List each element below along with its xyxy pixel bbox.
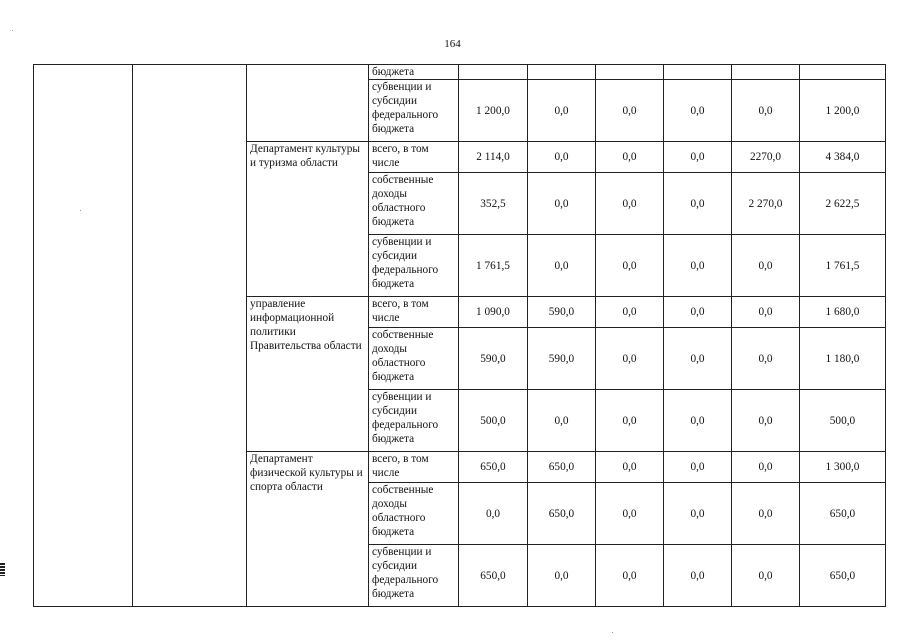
category-cell: субвенции и субсидии федерального бюджета [369, 80, 459, 142]
value-cell: 1 761,5 [459, 235, 528, 297]
value-cell: 1 090,0 [459, 297, 528, 328]
value-cell: 0,0 [732, 483, 800, 545]
value-cell: 0,0 [596, 173, 664, 235]
category-cell: собственные доходы областного бюджета [369, 328, 459, 390]
category-cell: субвенции и субсидии федерального бюджета [369, 545, 459, 607]
value-cell [596, 65, 664, 80]
value-cell: 0,0 [596, 452, 664, 483]
department-cell: управление информационной политики Правительства области [247, 297, 369, 452]
category-cell: субвенции и субсидии федерального бюджета [369, 235, 459, 297]
value-cell: 650,0 [459, 545, 528, 607]
value-cell [528, 65, 596, 80]
value-cell: 4 384,0 [800, 142, 886, 173]
value-cell: 1 300,0 [800, 452, 886, 483]
value-cell: 0,0 [596, 80, 664, 142]
value-cell: 650,0 [528, 452, 596, 483]
scan-speck [12, 30, 13, 31]
value-cell: 0,0 [664, 297, 732, 328]
value-cell: 0,0 [528, 173, 596, 235]
value-cell: 0,0 [664, 545, 732, 607]
category-cell: субвенции и субсидии федерального бюджета [369, 390, 459, 452]
empty-column-1 [34, 65, 133, 607]
value-cell: 0,0 [664, 328, 732, 390]
value-cell [459, 65, 528, 80]
table-row [34, 65, 886, 80]
value-cell: 1 180,0 [800, 328, 886, 390]
value-cell: 2 270,0 [732, 173, 800, 235]
value-cell: 2270,0 [732, 142, 800, 173]
value-cell: 0,0 [596, 235, 664, 297]
value-cell: 1 761,5 [800, 235, 886, 297]
value-cell: 0,0 [528, 390, 596, 452]
value-cell: 0,0 [732, 452, 800, 483]
value-cell: 0,0 [596, 328, 664, 390]
department-cell: Департамент культуры и туризма области [247, 142, 369, 297]
value-cell: 650,0 [528, 483, 596, 545]
value-cell: 0,0 [596, 390, 664, 452]
value-cell: 590,0 [459, 328, 528, 390]
value-cell: 0,0 [528, 142, 596, 173]
value-cell: 0,0 [664, 235, 732, 297]
value-cell [732, 65, 800, 80]
budget-table [33, 64, 886, 607]
value-cell: 2 114,0 [459, 142, 528, 173]
value-cell: 590,0 [528, 328, 596, 390]
value-cell: 0,0 [596, 483, 664, 545]
value-cell [800, 65, 886, 80]
value-cell: 352,5 [459, 173, 528, 235]
value-cell: 0,0 [596, 297, 664, 328]
value-cell: 1 200,0 [800, 80, 886, 142]
value-cell: 500,0 [459, 390, 528, 452]
value-cell: 0,0 [732, 80, 800, 142]
value-cell: 2 622,5 [800, 173, 886, 235]
value-cell: 0,0 [459, 483, 528, 545]
value-cell: 0,0 [732, 235, 800, 297]
budget-table-body [34, 65, 886, 607]
category-cell: всего, в том числе [369, 297, 459, 328]
scan-speck [612, 632, 613, 633]
value-cell: 500,0 [800, 390, 886, 452]
category-cell: собственные доходы областного бюджета [369, 483, 459, 545]
value-cell: 0,0 [732, 545, 800, 607]
category-cell: всего, в том числе [369, 452, 459, 483]
value-cell: 0,0 [528, 545, 596, 607]
value-cell: 1 200,0 [459, 80, 528, 142]
value-cell: 0,0 [664, 483, 732, 545]
value-cell: 650,0 [800, 483, 886, 545]
value-cell: 0,0 [664, 173, 732, 235]
value-cell: 590,0 [528, 297, 596, 328]
value-cell: 0,0 [528, 235, 596, 297]
value-cell: 0,0 [664, 80, 732, 142]
value-cell: 0,0 [596, 545, 664, 607]
value-cell: 0,0 [528, 80, 596, 142]
category-cell: всего, в том числе [369, 142, 459, 173]
value-cell: 0,0 [664, 142, 732, 173]
value-cell: 650,0 [800, 545, 886, 607]
value-cell: 650,0 [459, 452, 528, 483]
value-cell: 0,0 [732, 390, 800, 452]
value-cell: 0,0 [732, 328, 800, 390]
department-cell [247, 65, 369, 142]
value-cell: 0,0 [732, 297, 800, 328]
value-cell [664, 65, 732, 80]
value-cell: 1 680,0 [800, 297, 886, 328]
value-cell: 0,0 [664, 390, 732, 452]
category-cell: собственные доходы областного бюджета [369, 173, 459, 235]
category-cell: бюджета [369, 65, 459, 80]
page-number: 164 [444, 38, 461, 50]
value-cell: 0,0 [664, 452, 732, 483]
value-cell: 0,0 [596, 142, 664, 173]
margin-scan-mark [0, 563, 5, 576]
empty-column-2 [133, 65, 247, 607]
department-cell: Департамент физической культуры и спорта области [247, 452, 369, 607]
